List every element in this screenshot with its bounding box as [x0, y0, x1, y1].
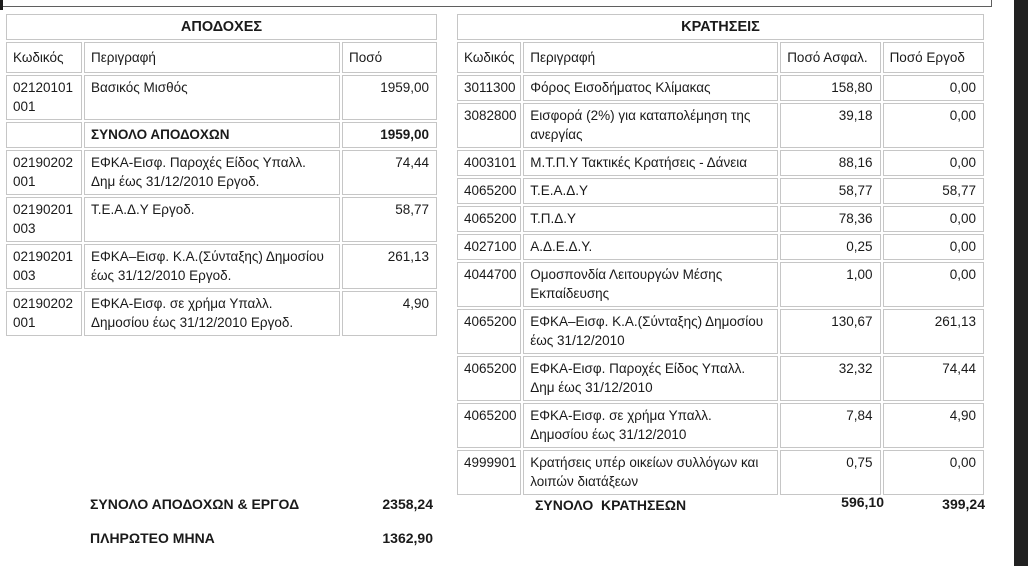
cell-description: Κρατήσεις υπέρ οικείων συλλόγων και λοιπών διατάξεων [523, 450, 778, 495]
cell-code: 02190202 001 [6, 291, 82, 336]
cell-code: 02120101 001 [6, 75, 82, 120]
table-row [457, 75, 984, 101]
table-row [6, 244, 437, 289]
cell-amount: 1959,00 [342, 75, 437, 120]
cell-code: 4065200 [457, 178, 521, 204]
deductions-table [455, 12, 986, 497]
cell-amount: 58,77 [342, 197, 437, 242]
cell-description: ΕΦΚΑ-Εισφ. Παροχές Είδος Υπαλλ. Δημ έως 31/12/2010 Εργοδ. [84, 150, 340, 195]
cell-description: ΕΦΚΑ–Εισφ. Κ.Α.(Σύνταξης) Δημοσίου έως 31/12/2010 Εργοδ. [84, 244, 340, 289]
earnings-subtotal-row [6, 122, 437, 148]
cell-insured-amount: 32,32 [780, 356, 880, 401]
cell-description: Α.Δ.Ε.Δ.Υ. [523, 234, 778, 260]
deductions-total-label: ΣΥΝΟΛΟ ΚΡΑΤΗΣΕΩΝ [535, 497, 687, 513]
table-row [6, 150, 437, 195]
cell-insured-amount: 78,36 [780, 206, 880, 232]
table-row [6, 75, 437, 120]
cell-code: 4065200 [457, 206, 521, 232]
table-row [6, 291, 437, 336]
table-row [457, 356, 984, 401]
cell-description: Ομοσπονδία Λειτουργών Μέσης Εκπαίδευσης [523, 262, 778, 307]
table-row [457, 178, 984, 204]
cell-insured-amount: 158,80 [780, 75, 880, 101]
deductions-total-insured-amount: 596,10 [841, 494, 884, 510]
table-row [457, 14, 984, 40]
cell-amount: 261,13 [342, 244, 437, 289]
table-row [457, 206, 984, 232]
cell-code-empty [6, 122, 82, 148]
cell-description: Μ.Τ.Π.Υ Τακτικές Κρατήσεις - Δάνεια [523, 150, 778, 176]
cell-description: ΕΦΚΑ-Εισφ. σε χρήμα Υπαλλ. Δημοσίου έως 31/12/2010 Εργοδ. [84, 291, 340, 336]
gross-total-label: ΣΥΝΟΛΟ ΑΠΟΔΟΧΩΝ & ΕΡΓΟΔ [90, 496, 300, 512]
cell-code: 4044700 [457, 262, 521, 307]
cell-employer-amount: 74,44 [883, 356, 984, 401]
cell-insured-amount: 0,75 [780, 450, 880, 495]
col-header-description: Περιγραφή [523, 42, 778, 73]
cell-employer-amount: 0,00 [883, 450, 984, 495]
cell-insured-amount: 88,16 [780, 150, 880, 176]
table-header-row [6, 42, 437, 73]
cell-description: Τ.Π.Δ.Υ [523, 206, 778, 232]
gross-total-amount: 2358,24 [382, 496, 433, 512]
col-header-insured-amount: Ποσό Ασφαλ. [780, 42, 880, 73]
cell-description: ΕΦΚΑ-Εισφ. σε χρήμα Υπαλλ. Δημοσίου έως 31/12/2010 [523, 403, 778, 448]
cell-code: 4065200 [457, 309, 521, 354]
earnings-title: ΑΠΟΔΟΧΕΣ [6, 14, 437, 40]
cell-insured-amount: 58,77 [780, 178, 880, 204]
cell-code: 3011300 [457, 75, 521, 101]
window-frame-fragment [2, 0, 992, 7]
cell-code: 4065200 [457, 356, 521, 401]
table-row [6, 197, 437, 242]
cell-insured-amount: 39,18 [780, 103, 880, 148]
cell-code: 3082800 [457, 103, 521, 148]
cell-description: Βασικός Μισθός [84, 75, 340, 120]
col-header-employer-amount: Ποσό Εργοδ [883, 42, 984, 73]
deductions-total-employer-amount: 399,24 [942, 496, 985, 512]
cell-insured-amount: 7,84 [780, 403, 880, 448]
cell-code: 4027100 [457, 234, 521, 260]
cell-code: 02190201 003 [6, 244, 82, 289]
cell-employer-amount: 0,00 [883, 103, 984, 148]
cell-amount: 74,44 [342, 150, 437, 195]
window-frame-corner [0, 0, 3, 10]
cell-employer-amount: 261,13 [883, 309, 984, 354]
cell-employer-amount: 0,00 [883, 150, 984, 176]
cell-description: Εισφορά (2%) για καταπολέμηση της ανεργίας [523, 103, 778, 148]
table-row [6, 14, 437, 40]
table-row [457, 150, 984, 176]
cell-code: 4003101 [457, 150, 521, 176]
table-row [457, 450, 984, 495]
table-row [457, 309, 984, 354]
cell-employer-amount: 0,00 [883, 206, 984, 232]
cell-employer-amount: 0,00 [883, 262, 984, 307]
col-header-description: Περιγραφή [84, 42, 340, 73]
col-header-amount: Ποσό [342, 42, 437, 73]
cell-code: 4065200 [457, 403, 521, 448]
cell-code: 02190201 003 [6, 197, 82, 242]
net-payable-amount: 1362,90 [382, 530, 433, 546]
cell-code: 4999901 [457, 450, 521, 495]
cell-amount: 4,90 [342, 291, 437, 336]
cell-insured-amount: 1,00 [780, 262, 880, 307]
cell-employer-amount: 0,00 [883, 234, 984, 260]
cell-insured-amount: 130,67 [780, 309, 880, 354]
col-header-code: Κωδικός [457, 42, 521, 73]
cell-description: ΕΦΚΑ-Εισφ. Παροχές Είδος Υπαλλ. Δημ έως 31/12/2010 [523, 356, 778, 401]
subtotal-amount: 1959,00 [342, 122, 437, 148]
window-dark-edge [1014, 0, 1028, 566]
cell-insured-amount: 0,25 [780, 234, 880, 260]
cell-description: Φόρος Εισοδήματος Κλίμακας [523, 75, 778, 101]
table-row [457, 103, 984, 148]
deductions-title: ΚΡΑΤΗΣΕΙΣ [457, 14, 984, 40]
cell-description: Τ.Ε.Α.Δ.Υ [523, 178, 778, 204]
cell-employer-amount: 0,00 [883, 75, 984, 101]
cell-employer-amount: 58,77 [883, 178, 984, 204]
earnings-table [4, 12, 439, 338]
cell-employer-amount: 4,90 [883, 403, 984, 448]
cell-code: 02190202 001 [6, 150, 82, 195]
table-row [457, 234, 984, 260]
col-header-code: Κωδικός [6, 42, 82, 73]
table-header-row [457, 42, 984, 73]
subtotal-label: ΣΥΝΟΛΟ ΑΠΟΔΟΧΩΝ [84, 122, 340, 148]
net-payable-label: ΠΛΗΡΩΤΕΟ ΜΗΝΑ [90, 530, 215, 546]
cell-description: Τ.Ε.Α.Δ.Υ Εργοδ. [84, 197, 340, 242]
table-row [457, 403, 984, 448]
table-row [457, 262, 984, 307]
cell-description: ΕΦΚΑ–Εισφ. Κ.Α.(Σύνταξης) Δημοσίου έως 31/12/2010 [523, 309, 778, 354]
